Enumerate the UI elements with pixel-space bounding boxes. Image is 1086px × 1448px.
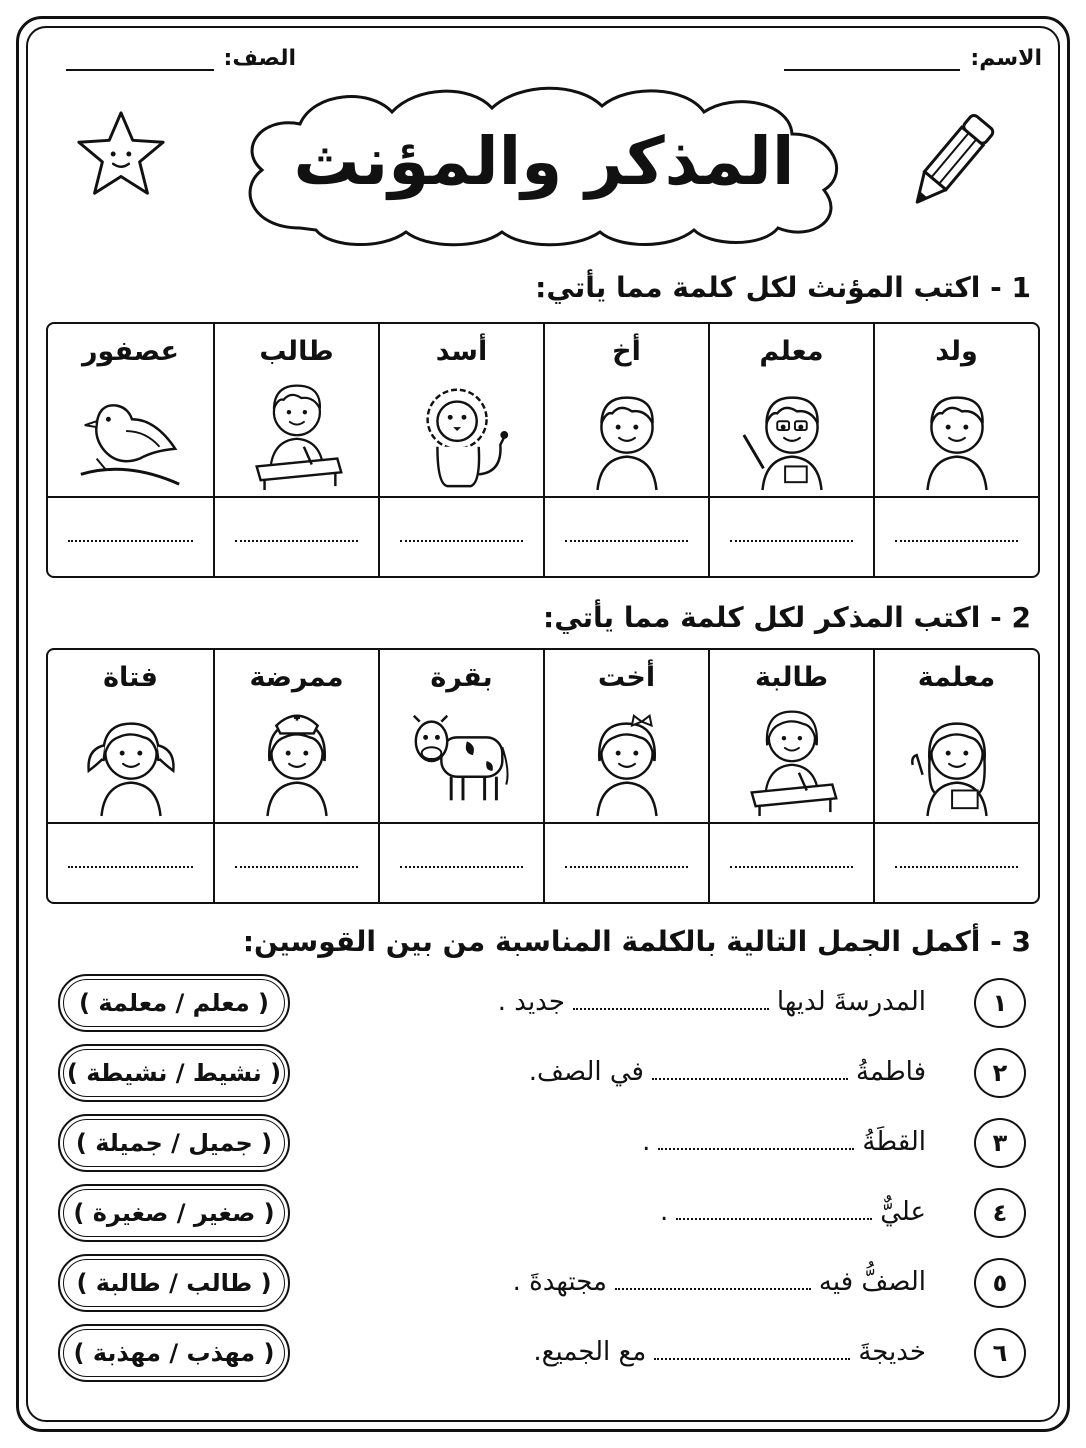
nurse-icon	[242, 702, 352, 818]
sentence-number: ٢	[974, 1048, 1026, 1098]
sentence-number: ٥	[974, 1258, 1026, 1308]
section1-picture-cell	[708, 324, 873, 498]
sentence-after: مجتهدةَ .	[512, 1267, 607, 1297]
section1-picture-cell	[48, 324, 213, 498]
sentence-after: جديد .	[497, 987, 565, 1017]
name-field[interactable]	[784, 46, 1042, 71]
answer-dotted-line[interactable]	[565, 866, 688, 868]
sentence-text	[529, 1056, 926, 1087]
sentence-after: مع الجميع.	[533, 1337, 647, 1367]
section2-word: فتاة	[103, 662, 158, 693]
sentence-blank[interactable]	[658, 1126, 854, 1150]
section1-picture-cell	[213, 324, 378, 498]
section3-title: 3 - أكمل الجمل التالية بالكلمة المناسبة من بين القوسين:	[242, 925, 1031, 958]
choice-text: ( طالب / طالبة )	[76, 1269, 272, 1297]
girl-icon	[76, 702, 186, 818]
sentence-after: .	[642, 1127, 651, 1157]
class-field[interactable]	[66, 46, 296, 71]
choice-box	[58, 974, 290, 1032]
sentence-number: ٣	[974, 1118, 1026, 1168]
section2-answer-cell[interactable]	[48, 824, 213, 902]
section2-picture-cell	[213, 650, 378, 824]
section2-table	[46, 648, 1040, 904]
bird-icon	[76, 376, 186, 492]
section1-word: معلم	[759, 336, 824, 367]
sentence-before: خديجةَ	[858, 1337, 926, 1367]
sentence-after: في الصف.	[528, 1057, 644, 1087]
choice-box	[58, 1254, 290, 1312]
section1-word: أسد	[435, 336, 488, 367]
sentence-number: ٦	[974, 1328, 1026, 1378]
choice-box	[58, 1324, 290, 1382]
section2-word: أخت	[597, 662, 656, 693]
section2-title: 2 - اكتب المذكر لكل كلمة مما يأتي:	[543, 601, 1031, 634]
answer-dotted-line[interactable]	[235, 540, 358, 542]
cow-icon	[407, 702, 517, 818]
sentence-text	[498, 986, 926, 1017]
choice-text: ( مهذب / مهذبة )	[73, 1339, 275, 1367]
sentence-before: المدرسةَ لديها	[776, 987, 926, 1017]
answer-dotted-line[interactable]	[68, 540, 193, 542]
section2-answer-cell[interactable]	[378, 824, 543, 902]
sentence-blank[interactable]	[654, 1336, 850, 1360]
answer-dotted-line[interactable]	[895, 866, 1018, 868]
name-label: الاسم:	[970, 46, 1042, 71]
smiling-star-icon	[72, 106, 170, 202]
section2-answer-cell[interactable]	[213, 824, 378, 902]
answer-dotted-line[interactable]	[68, 866, 193, 868]
choice-box	[58, 1184, 290, 1242]
female-student-icon	[737, 702, 847, 818]
section1-title: 1 - اكتب المؤنث لكل كلمة مما يأتي:	[535, 271, 1031, 304]
choice-text: ( جميل / جميلة )	[75, 1129, 273, 1157]
choice-text: ( معلم / معلمة )	[79, 989, 269, 1017]
section1-word: ولد	[935, 336, 978, 367]
section2-word: معلمة	[917, 662, 996, 693]
choice-text: ( صغير / صغيرة )	[73, 1199, 275, 1227]
lion-icon	[407, 376, 517, 492]
sentence-blank[interactable]	[652, 1056, 848, 1080]
sentence-blank[interactable]	[615, 1266, 811, 1290]
sentence-text	[513, 1266, 926, 1297]
section1-answer-cell[interactable]	[708, 498, 873, 576]
brother-icon	[572, 376, 682, 492]
pencil-icon	[900, 108, 1000, 218]
answer-dotted-line[interactable]	[400, 866, 523, 868]
section2-answer-cell[interactable]	[873, 824, 1038, 902]
section2-answer-cell[interactable]	[543, 824, 708, 902]
sentence-before: القطَةُ	[862, 1127, 926, 1157]
section1-table	[46, 322, 1040, 578]
answer-dotted-line[interactable]	[895, 540, 1018, 542]
section1-word: عصفور	[82, 336, 179, 367]
male-student-icon	[242, 376, 352, 492]
sentence-text	[660, 1196, 926, 1227]
section2-word: طالبة	[754, 662, 829, 693]
sentence-text	[642, 1126, 926, 1157]
section1-picture-cell	[543, 324, 708, 498]
sentence-before: الصفُّ فيه	[818, 1267, 926, 1297]
section2-picture-cell	[378, 650, 543, 824]
section2-picture-cell	[48, 650, 213, 824]
sentence-before: فاطمةُ	[855, 1057, 926, 1087]
section1-word: طالب	[259, 336, 334, 367]
answer-dotted-line[interactable]	[730, 866, 853, 868]
section2-picture-cell	[873, 650, 1038, 824]
section2-word: بقرة	[430, 662, 493, 693]
worksheet-title: المذكر والمؤنث	[293, 123, 795, 200]
female-teacher-icon	[902, 702, 1012, 818]
section1-word: أخ	[612, 336, 641, 367]
choice-box	[58, 1114, 290, 1172]
answer-dotted-line[interactable]	[565, 540, 688, 542]
class-line[interactable]	[66, 49, 214, 71]
sentence-number: ٤	[974, 1188, 1026, 1238]
section1-answer-cell[interactable]	[378, 498, 543, 576]
section1-picture-cell	[873, 324, 1038, 498]
sentence-number: ١	[974, 978, 1026, 1028]
section1-picture-cell	[378, 324, 543, 498]
sister-icon	[572, 702, 682, 818]
answer-dotted-line[interactable]	[400, 540, 523, 542]
section2-word: ممرضة	[249, 662, 344, 693]
boy-icon	[902, 376, 1012, 492]
sentence-text	[533, 1336, 926, 1367]
class-label: الصف:	[223, 46, 296, 71]
answer-dotted-line[interactable]	[235, 866, 358, 868]
male-teacher-icon	[737, 376, 847, 492]
sentence-after: .	[659, 1197, 669, 1227]
section1-answer-cell[interactable]	[543, 498, 708, 576]
sentence-blank[interactable]	[573, 986, 769, 1010]
name-line[interactable]	[784, 49, 960, 71]
section1-answer-cell[interactable]	[873, 498, 1038, 576]
section2-picture-cell	[708, 650, 873, 824]
section2-picture-cell	[543, 650, 708, 824]
section1-answer-cell[interactable]	[48, 498, 213, 576]
sentence-blank[interactable]	[676, 1196, 872, 1220]
section1-answer-cell[interactable]	[213, 498, 378, 576]
answer-dotted-line[interactable]	[730, 540, 853, 542]
choice-text: ( نشيط / نشيطة )	[66, 1059, 282, 1087]
sentence-before: عليٌّ	[880, 1197, 926, 1227]
choice-box	[58, 1044, 290, 1102]
section2-answer-cell[interactable]	[708, 824, 873, 902]
